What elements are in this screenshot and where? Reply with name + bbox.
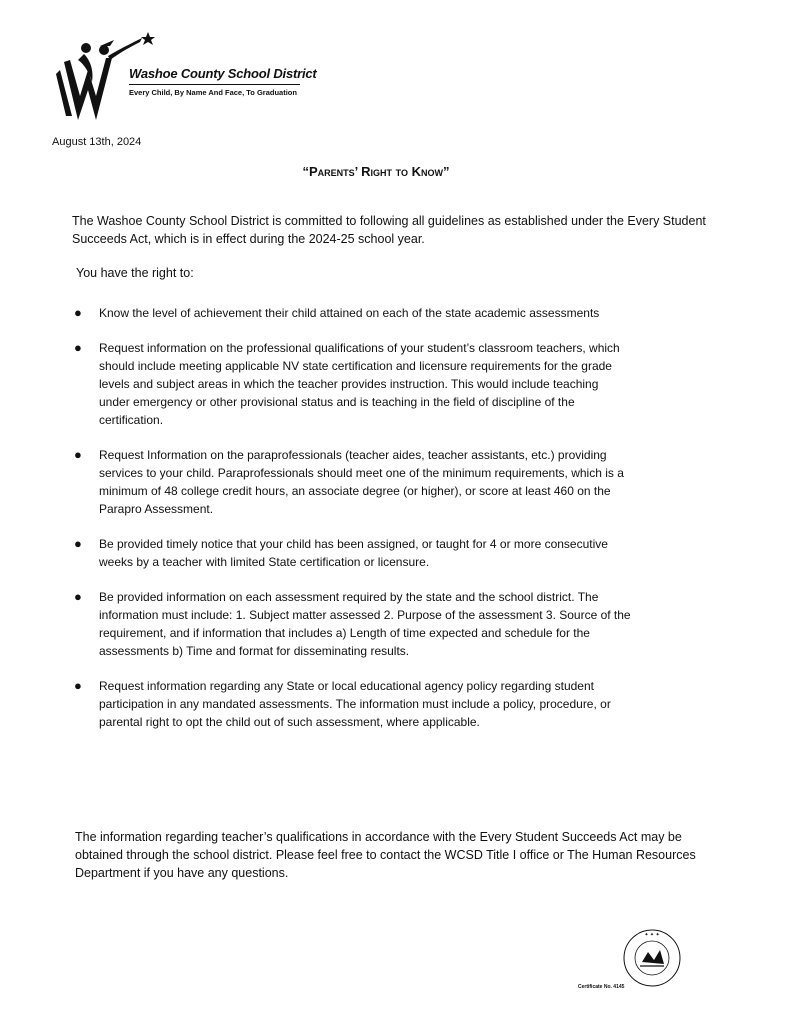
district-tagline: Every Child, By Name And Face, To Graduation (129, 88, 297, 97)
list-item (72, 677, 632, 731)
document-date: August 13th, 2024 (52, 136, 142, 148)
bullet-icon: ● (74, 340, 82, 355)
list-item-text: Request Information on the paraprofessionals (teacher aides, teacher assistants, etc.) providing services to your child. Paraprofessionals should meet one of the minimum requirements, which is a minimum of 48 college credit hours, an associate degree (or higher), or score at least 460 on the Parapro Assessment. (99, 448, 624, 516)
certificate-number: Certificate No. 4145 (578, 984, 625, 990)
district-name: Washoe County School District (129, 66, 317, 81)
bullet-icon: ● (74, 678, 82, 693)
list-item-text: Request information regarding any State or local educational agency policy regarding student participation in any mandated assessments. The information must include a policy, procedure, or parental right to opt the child out of such assessment, where applicable. (99, 679, 611, 729)
rights-lead: You have the right to: (76, 266, 194, 280)
svg-text:✦ ✦ ✦: ✦ ✦ ✦ (644, 932, 660, 938)
list-item-text: Be provided information on each assessment required by the state and the school district. The information must include: 1. Subject matter assessed 2. Purpose of the assessment 3. Source of the requirement, and if information that includes a) Length of time expected and schedule for the assessments b) Time and format for disseminating results. (99, 590, 631, 658)
list-item (72, 535, 632, 571)
closing-paragraph: The information regarding teacher’s qualifications in accordance with the Every Student Succeeds Act may be obtained through the school district. Please feel free to contact the WCSD Title I office or The Human Resources Department if you have any questions. (75, 830, 696, 880)
bullet-icon: ● (74, 305, 82, 320)
list-item-text: Request information on the professional qualifications of your student’s classroom teachers, which should include meeting applicable NV state certification and licensure requirements for the grade levels and subject areas in which the teacher provides instruction. This would include teaching under emergency or other provisional status and is teaching in the field of discipline of the certification. (99, 341, 620, 427)
list-item (72, 588, 632, 660)
intro-paragraph: The Washoe County School District is committed to following all guidelines as established under the Every Student Succeeds Act, which is in effect during the 2024-25 school year. (72, 214, 706, 246)
list-item (72, 304, 632, 322)
logo-divider (129, 84, 300, 85)
list-item-text: Know the level of achievement their child attained on each of the state academic assessments (99, 306, 600, 320)
certification-seal-icon (618, 926, 686, 990)
bullet-icon: ● (74, 447, 82, 462)
bullet-icon: ● (74, 536, 82, 551)
page-title: “Parents’ Right to Know” (302, 164, 450, 179)
list-item (72, 339, 632, 429)
list-item-text: Be provided timely notice that your child has been assigned, or taught for 4 or more consecutive weeks by a teacher with limited State certification or licensure. (99, 537, 608, 569)
bullet-icon: ● (74, 589, 82, 604)
list-item (72, 446, 632, 518)
rights-list (72, 304, 632, 748)
